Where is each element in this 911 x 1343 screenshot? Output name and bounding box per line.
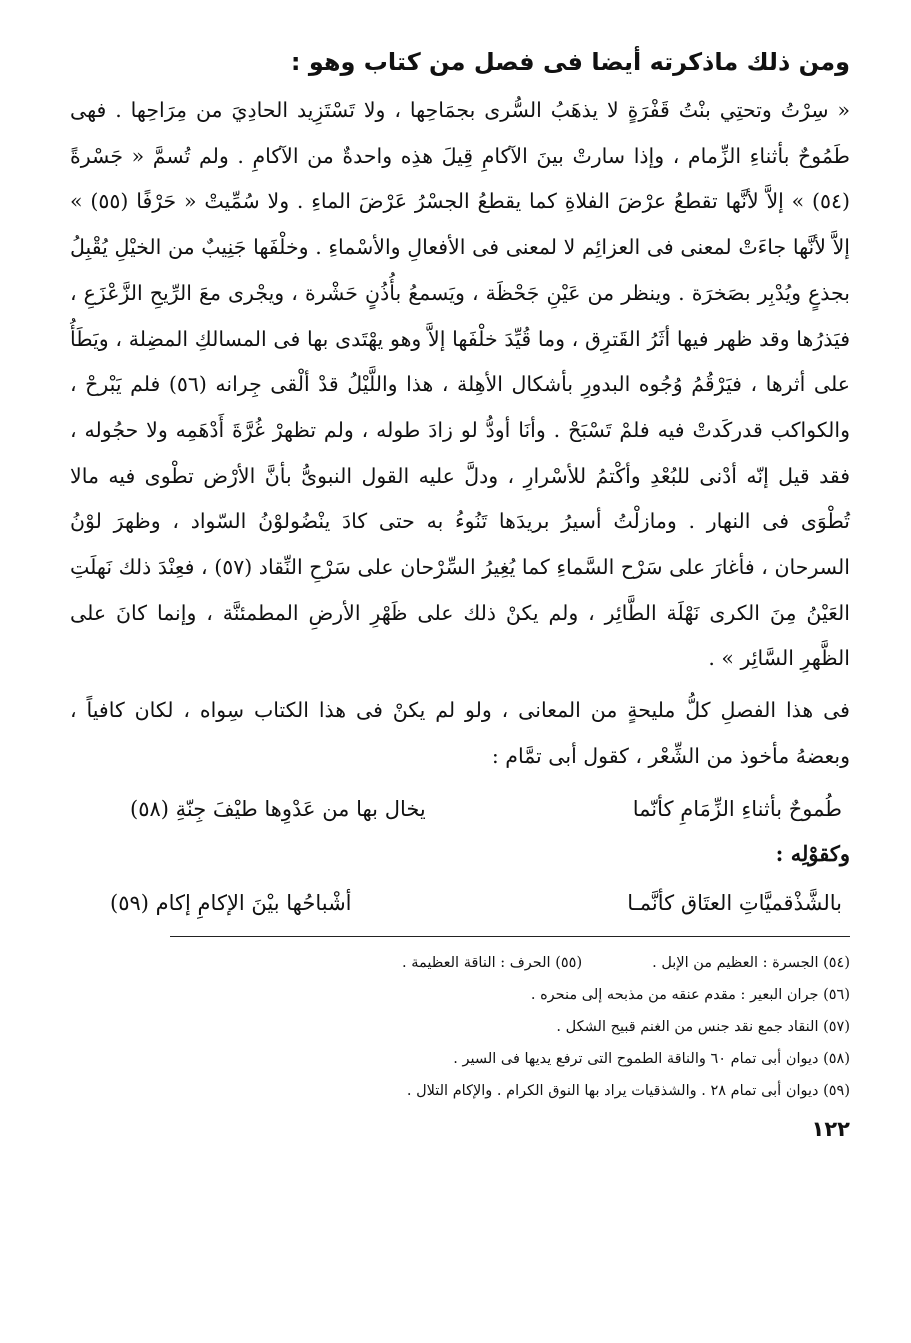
verse-2-second-hemistich: أشْباحُها بيْنَ الإكامِ إكام (٥٩) — [110, 890, 352, 915]
page-number: ١٢٢ — [811, 1116, 850, 1141]
verse-1-first-hemistich: طُموحٌ بأثناءِ الزِّمَامِ كأنّما — [632, 796, 842, 821]
footnote-58: (٥٨) ديوان أبى تمام ٦٠ والناقة الطموح التى ترفع يديها فى السير . — [453, 1050, 850, 1067]
verse-line-2 — [70, 878, 850, 928]
quoted-passage: « سِرْتُ وتحتِي بنْتُ قَفْرَةٍ لا يذهَبُ السُّرى بجمَاحِها ، ولا تَسْتَزِيد الحادِيَ من مِرَاحِها . فهى طَمُوحٌ بأثناءِ الزِّمام ، وإذا سارتْ بينَ الآكامِ قِيلَ هذِه واحدةٌ من الآكامِ . ولم تُسمَّ « جَسْرةً (٥٤) » إلاَّ لأنَّها تقطعُ عرْضَ الفلاةِ كما يقطعُ الجسْرُ عَرْضَ الماءِ . ولا سُمِّيتْ « حَرْفًا (٥٥) » إلاَّ لأنَّها جاءَتْ لمعنى فى العزائِم لا لمعنى فى الأفعالِ والأسْماءِ . وخلْفَها جَنِيبٌ من الخيْلِ يُقْبِلُ بجذعٍ ويُدْبِر بصَخرَة . وينظر من عَيْنِ جَحْظَة ، ويَسمعُ بأُذُنٍ حَشْرة ، ويجْرى معَ الرِّيحِ الزَّعْزَعِ ، فيَذرُها وقد ظهر فيها أثَرُ القَترِق ، وما قُيِّدَ خلْفَها إلاَّ وهو يهْتَدى بها فى المسالكِ المضِلة ، ويَطَأُ على أثرها ، فيَرْقُمُ وُجُوه البدورِ بأشكال الأهِلة ، هذا واللَّيْلُ قدْ ألْقى جِرانه (٥٦) فلم يَبْرحْ ، والكواكب قدركَدتْ فيه فلمْ تَسْبَحْ . وأنَا أودُّ لو زادَ طوله ، ولم تظهرْ غُرَّةَ أَدْهَمِه ولا حجُوله ، فقد قيل إنّه أدْنى للبُعْدِ وأكْتمُ للأسْرارِ ، ودلَّ عليه القول النبوىُّ بأنَّ الأرْض تطْوى فيه مالا تُطْوَى فى النهار . ومازلْتُ أسيرُ بريدَها تَنُوءُ به حتى كادَ ينْضُولوْنُ السّواد ، وظهرَ لوْنُ السرحان ، فأغارَ على سَرْح السَّماءِ كما يُغِيرُ السِّرْحان على سَرْحِ النِّقاد (٥٧) ، فعِنْدَ ذلك نَهلَتِ العَيْنُ مِنَ الكرى نَهْلَة الطَّائِر ، ولم يكنْ ذلك على ظَهْرِ الأرضِ المطمئنَّة ، وإنما كانَ على الظَّهرِ السَّائِر » . — [70, 98, 851, 671]
footnote-56: (٥٦) جران البعير : مقدم عنقه من مذبحه إلى منحره . — [530, 986, 850, 1003]
commentary-paragraph: فى هذا الفصلِ كلُّ مليحةٍ من المعانى ، ولو لم يكنْ فى هذا الكتاب سِواه ، لكان كافياً ، وبعضهُ مأخوذ من الشِّعْر ، كقول أبى تمَّام : — [70, 698, 850, 768]
footnote-row-54-55 — [70, 947, 850, 979]
footnote-59: (٥٩) ديوان أبى تمام ٢٨ . والشذقيات يراد بها النوق الكرام . والإكام التلال . — [406, 1082, 850, 1099]
section-heading: ومن ذلك ماذكرته أيضا فى فصل من كتاب وهو : — [290, 48, 850, 76]
footnote-55: (٥٥) الحرف : الناقة العظيمة . — [402, 954, 583, 971]
verse-line-1 — [70, 784, 850, 834]
footnote-54: (٥٤) الجسرة : العظيم من الإبل . — [652, 954, 850, 971]
document-page — [70, 40, 850, 1141]
verse-2-intro: وكقوْلِه : — [775, 840, 850, 866]
footnote-divider — [170, 936, 850, 937]
verse-2-first-hemistich: بالشَّذْقميَّاتِ العتَاق كأنَّمـا — [627, 890, 842, 915]
footnotes — [70, 947, 850, 1107]
footnote-57: (٥٧) النقاد جمع نقد جنس من الغنم قبيح الشكل . — [556, 1018, 850, 1035]
verse-1-second-hemistich: يخال بها من عَدْوِها طيْفَ جِنّةِ (٥٨) — [130, 796, 426, 821]
